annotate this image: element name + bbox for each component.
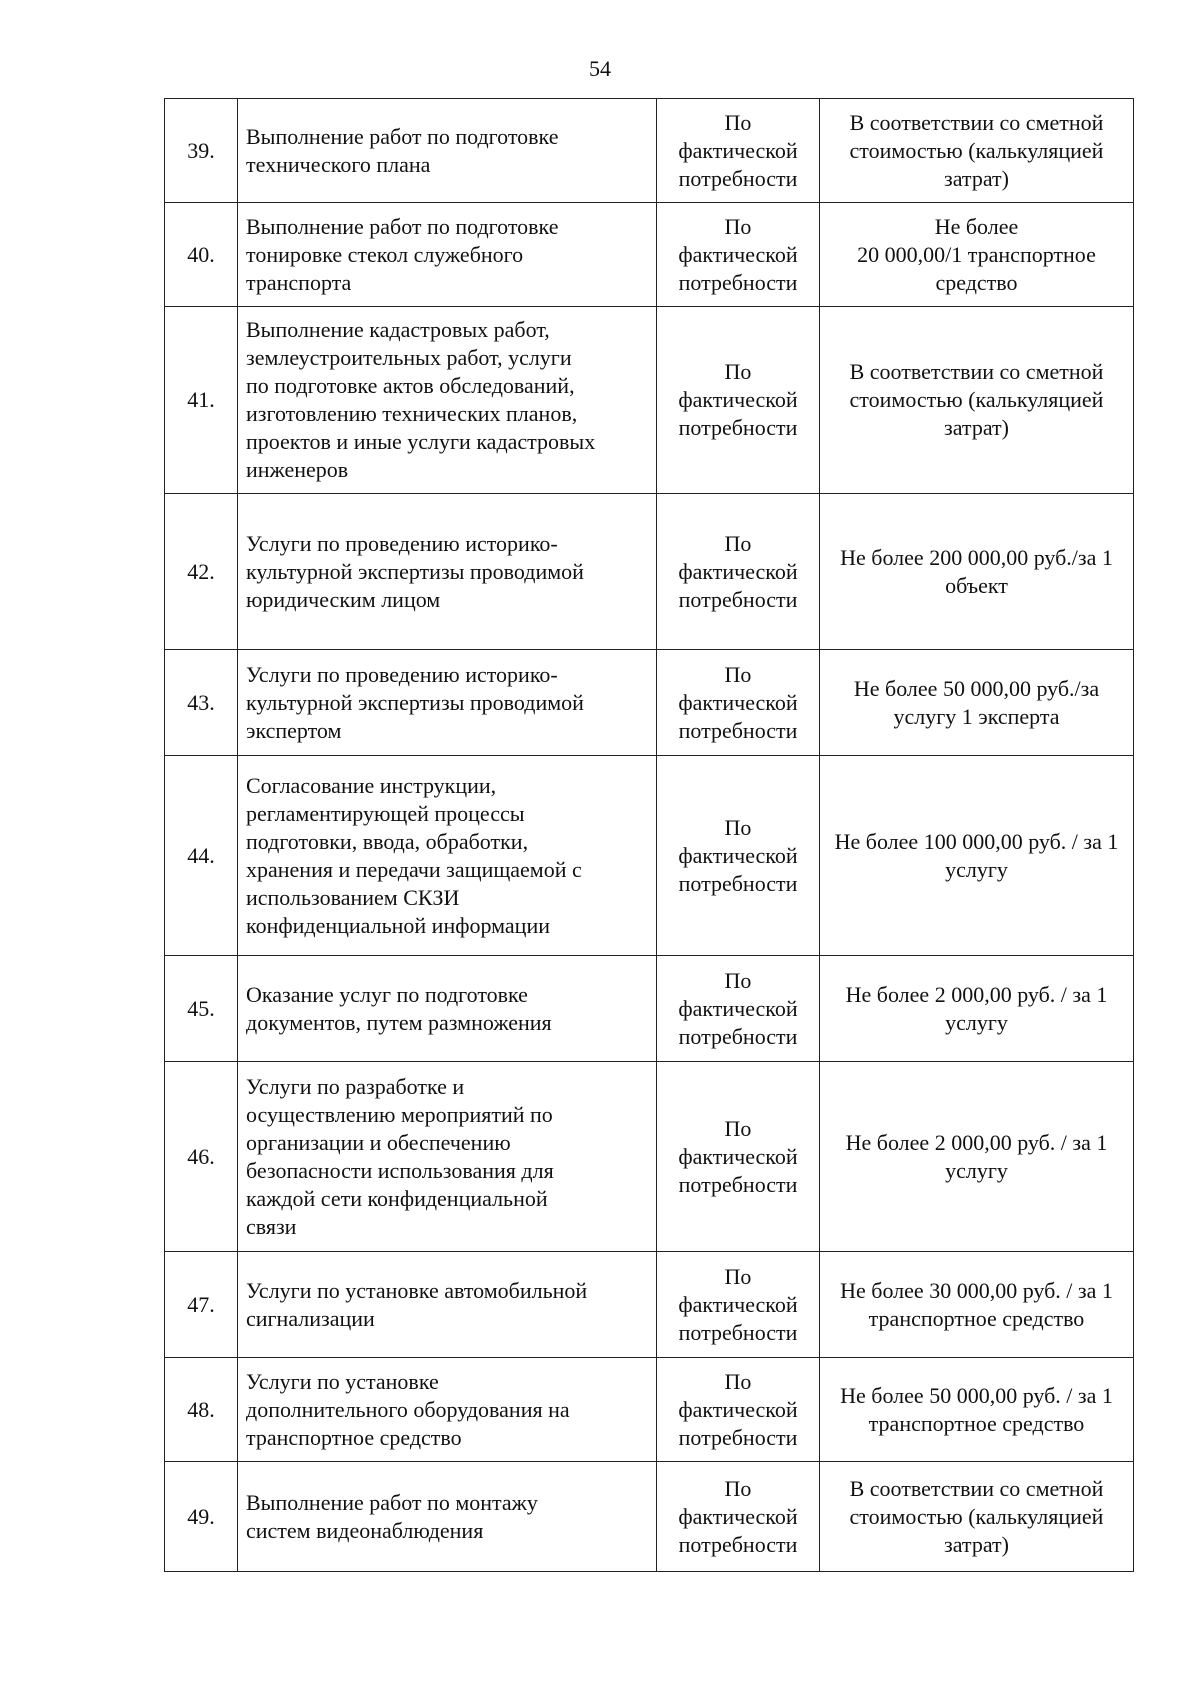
service-frequency: По фактической потребности xyxy=(657,1462,820,1572)
row-number: 47. xyxy=(165,1252,238,1358)
service-name: Согласование инструкции, регламентирующей процессы подготовки, ввода, обработки, хранения и передачи защищаемой с использованием СКЗИ конфиденциальной информации xyxy=(238,756,657,956)
row-number: 39. xyxy=(165,99,238,203)
table-row xyxy=(165,494,1134,650)
service-name: Выполнение работ по подготовке технического плана xyxy=(238,99,657,203)
page-number: 54 xyxy=(589,56,611,81)
service-price: В соответствии со сметной стоимостью (калькуляцией затрат) xyxy=(820,307,1134,494)
table-row xyxy=(165,307,1134,494)
service-frequency: По фактической потребности xyxy=(657,1062,820,1252)
service-price: Не более 2 000,00 руб. / за 1 услугу xyxy=(820,956,1134,1062)
service-frequency: По фактической потребности xyxy=(657,494,820,650)
row-number: 46. xyxy=(165,1062,238,1252)
service-name: Услуги по разработке и осуществлению мероприятий по организации и обеспечению безопасности использования для каждой сети конфиденциальной связи xyxy=(238,1062,657,1252)
table-row xyxy=(165,203,1134,307)
service-name: Услуги по установке дополнительного оборудования на транспортное средство xyxy=(238,1358,657,1462)
service-frequency: По фактической потребности xyxy=(657,203,820,307)
row-number: 42. xyxy=(165,494,238,650)
service-frequency: По фактической потребности xyxy=(657,650,820,756)
service-frequency: По фактической потребности xyxy=(657,1358,820,1462)
row-number: 48. xyxy=(165,1358,238,1462)
service-name: Выполнение работ по монтажу систем видеонаблюдения xyxy=(238,1462,657,1572)
service-name: Выполнение работ по подготовке тонировке стекол служебного транспорта xyxy=(238,203,657,307)
service-name: Оказание услуг по подготовке документов, путем размножения xyxy=(238,956,657,1062)
service-price: В соответствии со сметной стоимостью (калькуляцией затрат) xyxy=(820,99,1134,203)
row-number: 44. xyxy=(165,756,238,956)
service-name: Услуги по установке автомобильной сигнализации xyxy=(238,1252,657,1358)
table-row xyxy=(165,1358,1134,1462)
row-number: 45. xyxy=(165,956,238,1062)
table-row xyxy=(165,756,1134,956)
service-price: Не более 200 000,00 руб./за 1 объект xyxy=(820,494,1134,650)
row-number: 40. xyxy=(165,203,238,307)
service-price: Не более 50 000,00 руб. / за 1 транспортное средство xyxy=(820,1358,1134,1462)
table-row xyxy=(165,1062,1134,1252)
service-name: Услуги по проведению историко- культурной экспертизы проводимой юридическим лицом xyxy=(238,494,657,650)
table-row xyxy=(165,650,1134,756)
service-price: Не более 20 000,00/1 транспортное средство xyxy=(820,203,1134,307)
table-row xyxy=(165,956,1134,1062)
table-row xyxy=(165,1252,1134,1358)
table-row xyxy=(165,1462,1134,1572)
service-price: Не более 30 000,00 руб. / за 1 транспортное средство xyxy=(820,1252,1134,1358)
service-frequency: По фактической потребности xyxy=(657,99,820,203)
service-frequency: По фактической потребности xyxy=(657,756,820,956)
service-price: Не более 50 000,00 руб./за услугу 1 эксперта xyxy=(820,650,1134,756)
row-number: 43. xyxy=(165,650,238,756)
service-frequency: По фактической потребности xyxy=(657,956,820,1062)
service-price: Не более 2 000,00 руб. / за 1 услугу xyxy=(820,1062,1134,1252)
row-number: 49. xyxy=(165,1462,238,1572)
service-price: В соответствии со сметной стоимостью (калькуляцией затрат) xyxy=(820,1462,1134,1572)
row-number: 41. xyxy=(165,307,238,494)
table-row xyxy=(165,99,1134,203)
service-frequency: По фактической потребности xyxy=(657,1252,820,1358)
service-price: Не более 100 000,00 руб. / за 1 услугу xyxy=(820,756,1134,956)
service-name: Услуги по проведению историко- культурной экспертизы проводимой экспертом xyxy=(238,650,657,756)
service-frequency: По фактической потребности xyxy=(657,307,820,494)
service-name: Выполнение кадастровых работ, землеустроительных работ, услуги по подготовке актов обследований, изготовлению технических планов, проектов и иные услуги кадастровых инженеров xyxy=(238,307,657,494)
services-table xyxy=(164,98,1134,1572)
